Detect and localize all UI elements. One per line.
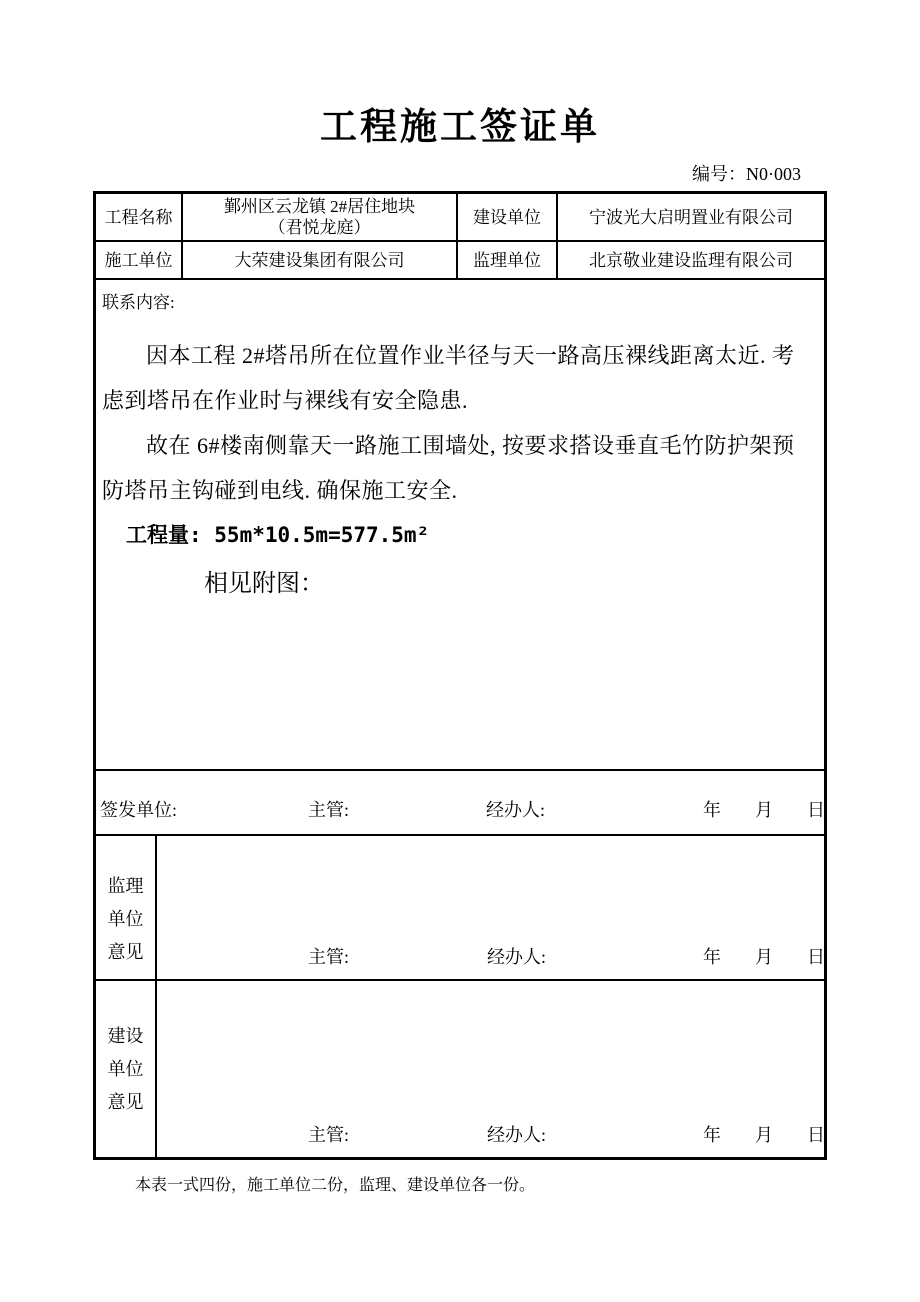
construction-opinion-body [157,981,824,1157]
work-quantity: 工程量: 55m*10.5m=577.5m² [126,523,430,547]
contact-content-cell [96,280,824,771]
date-year-label: 年 [703,800,721,820]
contact-content-label: 联系内容: [102,293,175,312]
attachment-reference: 相见附图： [204,571,324,597]
supervision-label-line3: 意见 [107,942,144,962]
project-name-label: 工程名称 [96,194,183,240]
date-day-label: 日 [807,1125,825,1145]
construction-label-line2: 单位 [107,1058,144,1079]
contractor-label: 施工单位 [96,242,183,278]
supervision-label-line2: 单位 [107,909,144,929]
date-month-label: 月 [755,800,773,820]
supervision-unit-label: 监理单位 [458,242,558,278]
supervision-opinion-row [96,836,824,981]
issuer-label: 签发单位: [100,800,178,820]
content-paragraph-1: 因本工程 2#塔吊所在位置作业半径与天一路高压裸线距离太近. 考虑到塔吊在作业时与裸线有安全隐患. [102,343,795,413]
doc-number: 编号：N0·003 [692,164,801,184]
sign-off-table [93,191,827,1160]
construction-label-line1: 建设 [107,1025,144,1046]
handler-label: 经办人: [486,800,546,820]
construction-label-line3: 意见 [107,1091,144,1112]
document-title: 工程施工签证单 [320,107,600,148]
issuer-sign-row [96,771,824,836]
supervisor-label: 主管: [308,1125,350,1145]
owner-unit-value: 宁波光大启明置业有限公司 [589,207,793,227]
date-month-label: 月 [755,1125,773,1145]
project-name-value [183,194,458,240]
supervisor-label: 主管: [308,800,350,820]
project-name-line2: （君悦龙庭） [268,218,371,237]
handler-label: 经办人: [487,1125,547,1145]
content-paragraph-2: 故在 6#楼南侧靠天一路施工围墙处, 按要求搭设垂直毛竹防护架预防塔吊主钩碰到电线. 确保施工安全. [102,433,795,503]
supervision-opinion-body [157,836,824,979]
footer-note: 本表一式四份，施工单位二份，监理、建设单位各一份。 [135,1177,536,1194]
date-day-label: 日 [807,800,825,820]
supervision-label-line1: 监理 [107,876,144,896]
date-day-label: 日 [807,947,825,967]
table-row-contractor [96,242,824,280]
date-year-label: 年 [703,947,721,967]
date-year-label: 年 [703,1125,721,1145]
supervision-opinion-label [96,836,157,979]
owner-unit-label: 建设单位 [458,194,558,240]
construction-opinion-label [96,981,157,1157]
supervision-unit-value: 北京敬业建设监理有限公司 [589,250,793,270]
construction-opinion-row [96,981,824,1157]
project-name-line1: 鄞州区云龙镇 2#居住地块 [223,197,416,216]
contractor-value: 大荣建设集团有限公司 [183,242,458,278]
date-month-label: 月 [755,947,773,967]
table-row-project [96,194,824,242]
supervisor-label: 主管: [308,947,350,967]
handler-label: 经办人: [487,947,547,967]
